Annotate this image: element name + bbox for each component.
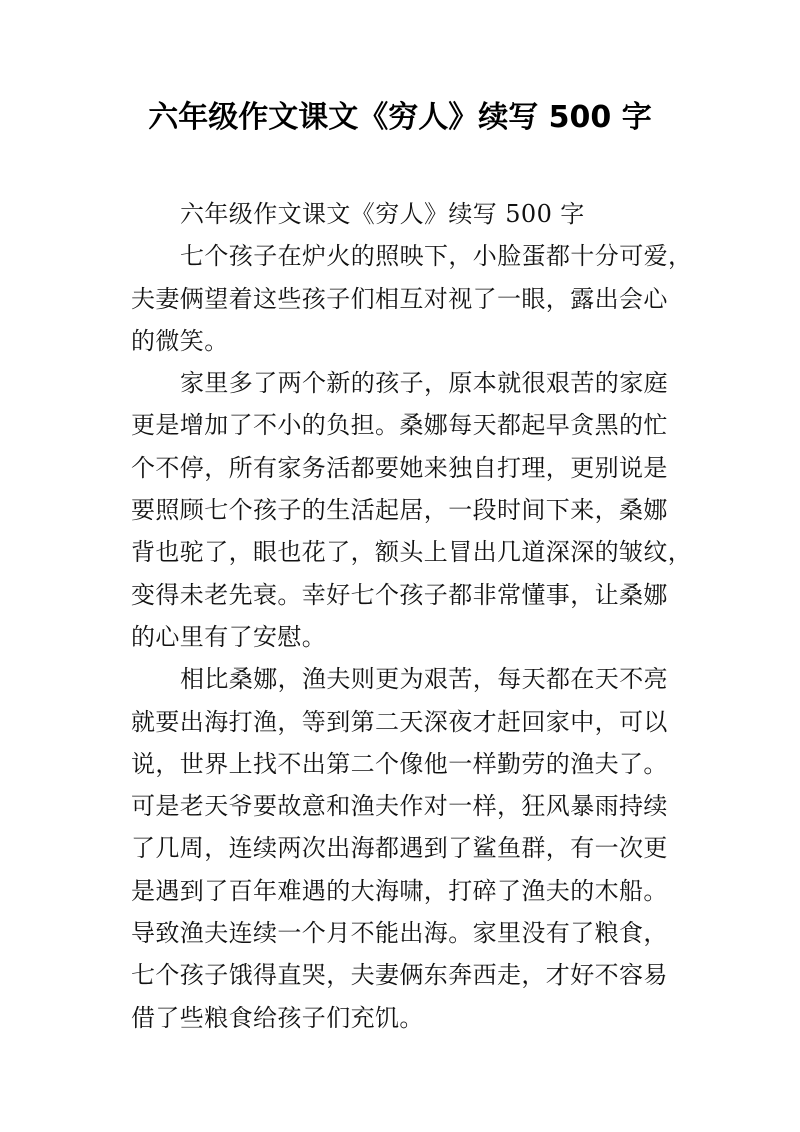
subtitle-paragraph — [131, 193, 691, 235]
text-line: 就要出海打渔，等到第二天深夜才赶回家中，可以 — [131, 707, 668, 736]
text-line: 夫妻俩望着这些孩子们相互对视了一眼，露出会心 — [131, 284, 668, 313]
text-line: 是遇到了百年难遇的大海啸，打碎了渔夫的木船。 — [131, 876, 668, 905]
text-line: 变得未老先衰。幸好七个孩子都非常懂事，让桑娜 — [131, 580, 668, 609]
text-line: 更是增加了不小的负担。桑娜每天都起早贪黑的忙 — [131, 411, 668, 440]
text-line: 七个孩子饿得直哭，夫妻俩东奔西走，才好不容易 — [131, 961, 668, 990]
paragraph — [131, 235, 691, 362]
text-line: 说，世界上找不出第二个像他一样勤劳的渔夫了。 — [131, 749, 668, 778]
text-line: 六年级作文课文《穷人》续写 500 字 — [180, 200, 585, 228]
paragraph — [131, 658, 691, 1039]
text-line: 背也驼了，眼也花了，额头上冒出几道深深的皱纹， — [131, 538, 693, 567]
text-line: 七个孩子在炉火的照映下，小脸蛋都十分可爱， — [180, 242, 693, 271]
document-body — [131, 193, 691, 1039]
text-line: 个不停，所有家务活都要她来独自打理，更别说是 — [131, 453, 668, 482]
text-line: 的微笑。 — [131, 326, 229, 355]
text-line: 的心里有了安慰。 — [131, 622, 327, 651]
text-line: 导致渔夫连续一个月不能出海。家里没有了粮食， — [131, 919, 668, 948]
text-line: 了几周，连续两次出海都遇到了鲨鱼群，有一次更 — [131, 834, 668, 863]
text-line: 借了些粮食给孩子们充饥。 — [131, 1003, 424, 1032]
text-line: 相比桑娜，渔夫则更为艰苦，每天都在天不亮 — [180, 665, 668, 694]
text-line: 可是老天爷要故意和渔夫作对一样，狂风暴雨持续 — [131, 792, 668, 821]
text-line: 要照顾七个孩子的生活起居，一段时间下来，桑娜 — [131, 496, 668, 525]
text-line: 家里多了两个新的孩子，原本就很艰苦的家庭 — [180, 369, 668, 398]
paragraph — [131, 362, 691, 658]
document-title: 六年级作文课文《穷人》续写 500 字 — [148, 100, 652, 135]
